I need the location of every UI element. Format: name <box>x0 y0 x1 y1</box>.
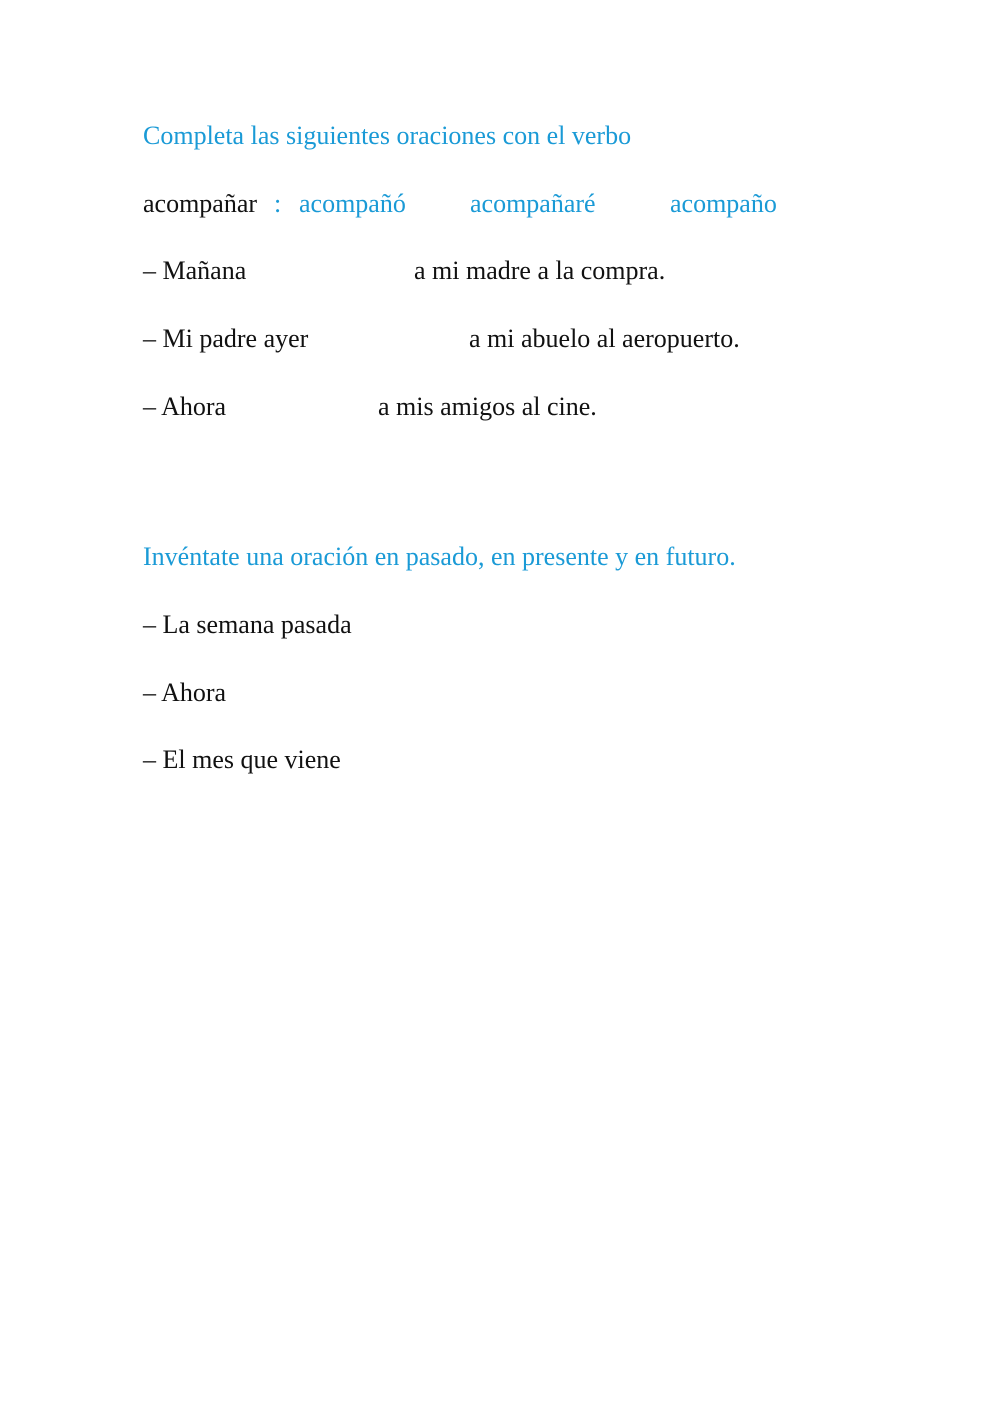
exercise1-instruction: Completa las siguientes oraciones con el verbo <box>143 121 632 150</box>
sentence-2-prefix: – Mi padre ayer <box>143 324 309 353</box>
option-acompano-present: acompaño <box>670 189 777 218</box>
prompt-past: – La semana pasada <box>143 610 352 639</box>
sentence-2 <box>0 326 1000 356</box>
option-acompano-past: acompañó <box>299 189 406 218</box>
verb-label: acompañar <box>143 189 258 218</box>
sentence-2-suffix: a mi abuelo al aeropuerto. <box>469 324 740 353</box>
sentence-3-prefix: – Ahora <box>143 392 227 421</box>
prompt-future: – El mes que viene <box>143 745 341 774</box>
prompt-present: – Ahora <box>143 678 227 707</box>
sentence-3-suffix: a mis amigos al cine. <box>378 392 597 421</box>
option-acompanare: acompañaré <box>470 189 596 218</box>
verb-options-row <box>0 191 1000 221</box>
exercise2-instruction: Invéntate una oración en pasado, en presente y en futuro. <box>143 542 736 571</box>
sentence-1-suffix: a mi madre a la compra. <box>414 256 666 285</box>
sentence-3 <box>0 394 1000 424</box>
verb-colon: : <box>274 189 282 218</box>
sentence-1-prefix: – Mañana <box>143 256 247 285</box>
sentence-1 <box>0 258 1000 288</box>
